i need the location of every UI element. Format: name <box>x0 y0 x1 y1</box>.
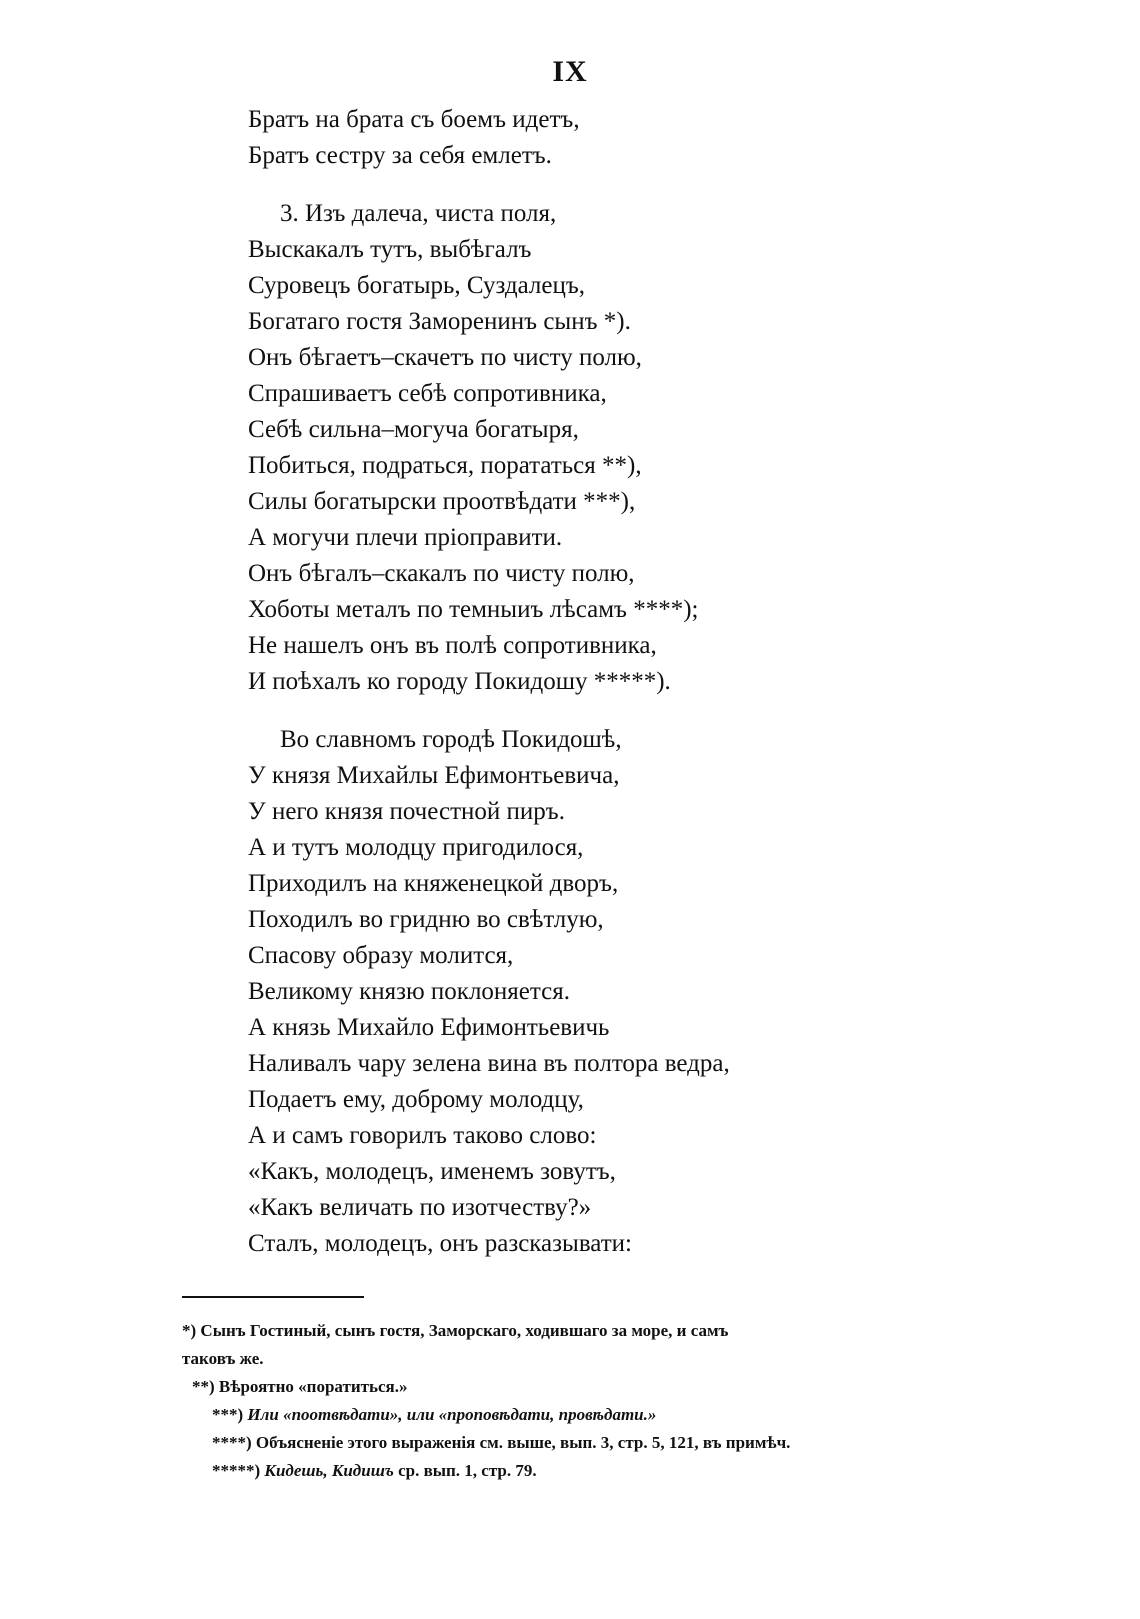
poem-line: Спасову образу молится, <box>248 942 514 969</box>
footnotes <box>182 1317 982 1485</box>
footnote-1-continuation <box>182 1345 982 1373</box>
footnote-text: Объясненiе этого выраженiя см. выше, вып. 3, стр. 5, 121, въ примѣч. <box>255 1433 791 1452</box>
footnote-marker: ****) <box>212 1433 252 1452</box>
poem-line: «Какъ, молодецъ, именемъ зовутъ, <box>248 1158 616 1185</box>
poem-text <box>248 102 948 1262</box>
poem-line: Побиться, подраться, порататься **), <box>248 452 642 479</box>
poem-line: Силы богатырски проотвѣдати ***), <box>248 488 636 515</box>
poem-line: Братъ на брата съ боемъ идетъ, <box>248 106 580 133</box>
poem-line: Хоботы металъ по темныиъ лѣсамъ ****); <box>248 596 699 623</box>
footnote-marker: ***) <box>212 1405 244 1424</box>
footnote-1 <box>182 1317 982 1345</box>
footnote-2 <box>182 1373 982 1401</box>
poem-line: Во славномъ городѣ Покидошѣ, <box>280 726 622 753</box>
poem-line: Богатаго гостя Заморенинъ сынъ *). <box>248 308 631 335</box>
footnote-marker: *) <box>182 1321 197 1340</box>
poem-line: Подаетъ ему, доброму молодцу, <box>248 1086 584 1113</box>
poem-line: Приходилъ на княженецкой дворъ, <box>248 870 619 897</box>
poem-line: Суровецъ богатырь, Суздалецъ, <box>248 272 586 299</box>
poem-line: Себѣ сильна–могуча богатыря, <box>248 416 579 443</box>
footnote-text: ср. вып. 1, стр. 79. <box>398 1461 537 1480</box>
footnote-text: таковъ же. <box>182 1349 264 1368</box>
footnote-5 <box>182 1457 982 1485</box>
stanza <box>248 722 948 1262</box>
footnote-divider <box>182 1296 364 1298</box>
poem-line: Сталъ, молодецъ, онъ разсказывати: <box>248 1230 632 1257</box>
footnote-text: Сынъ Гостиный, сынъ гостя, Заморскаго, ходившаго за море, и самъ <box>200 1321 729 1340</box>
footnote-marker: **) <box>192 1377 215 1396</box>
poem-line: Онъ бѣгаетъ–скачетъ по чисту полю, <box>248 344 642 371</box>
poem-line: Онъ бѣгалъ–скакалъ по чисту полю, <box>248 560 635 587</box>
poem-line: Братъ сестру за себя емлетъ. <box>248 142 552 169</box>
footnote-marker: *****) <box>212 1461 261 1480</box>
poem-line: И поѣхалъ ко городу Покидошу *****). <box>248 668 671 695</box>
poem-line: 3. Изъ далеча, чиста поля, <box>280 200 557 227</box>
poem-line: У него князя почестной пиръ. <box>248 798 565 825</box>
poem-line: «Какъ величать по изотчеству?» <box>248 1194 592 1221</box>
poem-line: Походилъ во гридню во свѣтлую, <box>248 906 604 933</box>
poem-line: Наливалъ чару зелена вина въ полтора ведра, <box>248 1050 730 1077</box>
footnote-4 <box>182 1429 982 1457</box>
poem-line: Спрашиваетъ себѣ сопротивника, <box>248 380 607 407</box>
stanza <box>248 102 948 174</box>
footnote-text: Вѣроятно «поратиться.» <box>218 1377 408 1396</box>
poem-line: У князя Михайлы Ефимонтьевича, <box>248 762 620 789</box>
footnote-text: Или «поотвѣдати», или «проповѣдати, провѣдати.» <box>247 1405 657 1424</box>
poem-line: А могучи плечи прiоправити. <box>248 524 563 551</box>
footnote-italic-text: Кидешь, Кидишъ <box>264 1461 394 1480</box>
stanza <box>248 196 948 700</box>
poem-line: Великому князю поклоняется. <box>248 978 570 1005</box>
poem-line: Выскакалъ тутъ, выбѣгалъ <box>248 236 532 263</box>
footnote-3 <box>182 1401 982 1429</box>
poem-line: А и тутъ молодцу пригодилося, <box>248 834 584 861</box>
poem-line: А князь Михайло Ефимонтьевичь <box>248 1014 610 1041</box>
poem-line: Не нашелъ онъ въ полѣ сопротивника, <box>248 632 657 659</box>
page-number: IX <box>552 55 588 88</box>
poem-line: А и самъ говорилъ таково слово: <box>248 1122 597 1149</box>
